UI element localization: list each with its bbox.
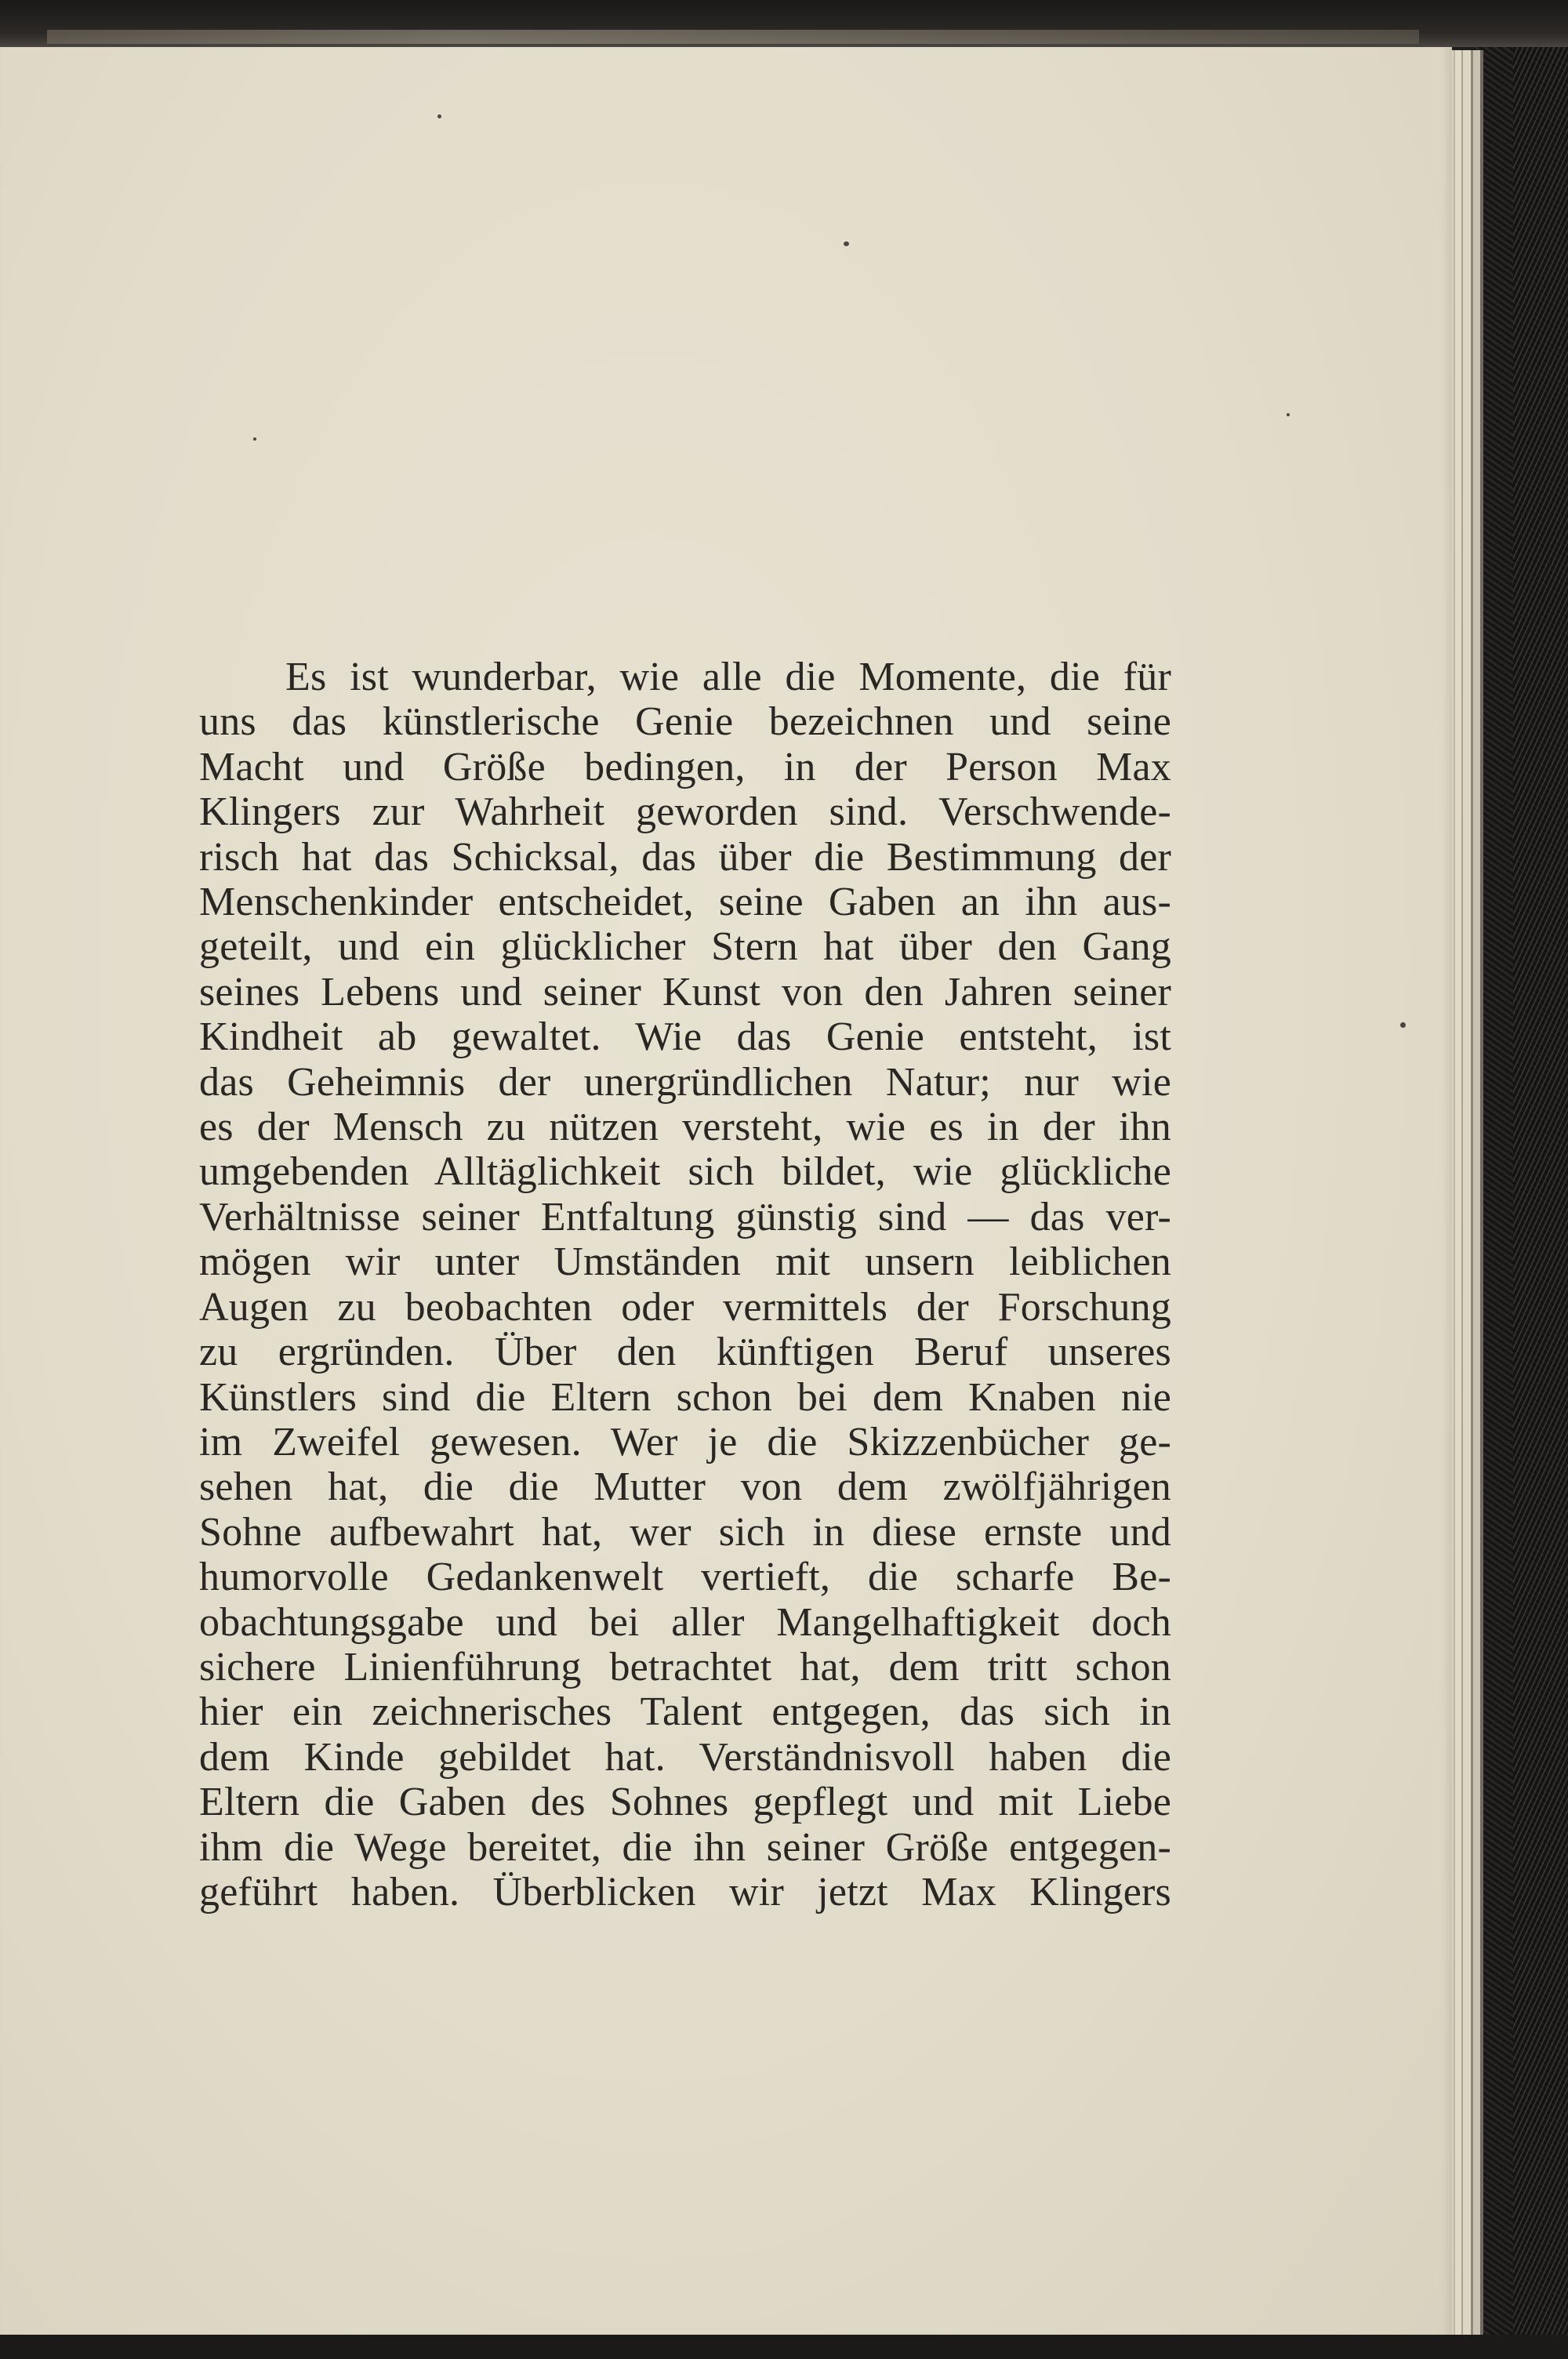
text-line: es der Mensch zu nützen versteht, wie es in der ihn	[199, 1105, 1171, 1150]
paper-speck	[1287, 413, 1290, 416]
text-line: umgebenden Alltäglichkeit sich bildet, wie glückliche	[199, 1149, 1171, 1195]
body-paragraph	[199, 655, 1171, 1914]
text-line: Verhältnisse seiner Entfaltung günstig sind — das ver-	[199, 1194, 1171, 1239]
book-cover-texture	[1513, 0, 1568, 2359]
text-line: Klingers zur Wahrheit geworden sind. Verschwende-	[199, 789, 1171, 835]
text-line: Augen zu beobachten oder vermittels der Forschung	[199, 1284, 1171, 1330]
text-line: Künstlers sind die Eltern schon bei dem Knaben nie	[199, 1374, 1171, 1420]
text-line: sehen hat, die die Mutter von dem zwölfjährigen	[199, 1464, 1171, 1510]
paper-speck	[844, 241, 849, 246]
text-line: Eltern die Gaben des Sohnes gepflegt und mit Liebe	[199, 1780, 1171, 1825]
text-line: seines Lebens und seiner Kunst von den Jahren seiner	[199, 969, 1171, 1014]
text-line: risch hat das Schicksal, das über die Bestimmung der	[199, 834, 1171, 880]
text-line: geteilt, und ein glücklicher Stern hat über den Gang	[199, 924, 1171, 970]
text-line: Es ist wunderbar, wie alle die Momente, die für	[285, 655, 1171, 699]
text-line: Macht und Größe bedingen, in der Person Max	[199, 744, 1171, 789]
text-line: ihm die Wege bereitet, die ihn seiner Größe entgegen-	[199, 1824, 1171, 1870]
paper-speck	[1400, 1022, 1406, 1028]
text-line: im Zweifel gewesen. Wer je die Skizzenbücher ge-	[199, 1419, 1171, 1464]
bottom-dark-edge	[0, 2335, 1568, 2359]
text-line: obachtungsgabe und bei aller Mangelhaftigkeit doch	[199, 1599, 1171, 1645]
text-line: dem Kinde gebildet hat. Verständnisvoll haben die	[199, 1734, 1171, 1780]
text-line: geführt haben. Überblicken wir jetzt Max Klingers	[199, 1869, 1171, 1914]
text-line: Kindheit ab gewaltet. Wie das Genie entsteht, ist	[199, 1014, 1171, 1060]
paper-speck	[253, 437, 256, 441]
text-line: sichere Linienführung betrachtet hat, dem tritt schon	[199, 1644, 1171, 1689]
text-line: mögen wir unter Umständen mit unsern leiblichen	[199, 1239, 1171, 1285]
text-line: hier ein zeichnerisches Talent entgegen, das sich in	[199, 1689, 1171, 1735]
paper-speck	[437, 114, 441, 118]
text-line: uns das künstlerische Genie bezeichnen und seine	[199, 699, 1171, 745]
text-line: humorvolle Gedankenwelt vertieft, die scharfe Be-	[199, 1555, 1171, 1600]
text-line: Menschenkinder entscheidet, seine Gaben an ihn aus-	[199, 880, 1171, 925]
text-line: das Geheimnis der unergründlichen Natur; nur wie	[199, 1059, 1171, 1105]
text-line: Sohne aufbewahrt hat, wer sich in diese ernste und	[199, 1509, 1171, 1555]
text-line: zu ergründen. Über den künftigen Beruf unseres	[199, 1330, 1171, 1375]
top-page-edge-shadow	[47, 30, 1419, 44]
stacked-page-edges	[1449, 50, 1483, 2335]
